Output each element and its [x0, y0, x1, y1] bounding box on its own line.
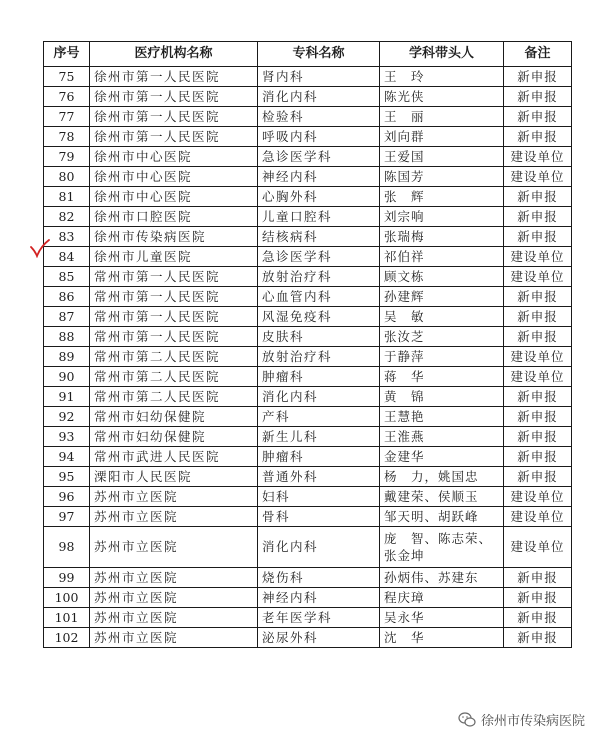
- cell-note: 新申报: [504, 467, 572, 487]
- cell-specialty: 泌尿外科: [258, 628, 380, 648]
- cell-specialty: 皮肤科: [258, 327, 380, 347]
- cell-specialty: 产科: [258, 407, 380, 427]
- cell-specialty: 肾内科: [258, 67, 380, 87]
- cell-org: 苏州市立医院: [90, 527, 258, 568]
- cell-leader: 刘宗响: [380, 207, 504, 227]
- cell-note: 新申报: [504, 427, 572, 447]
- cell-note: 建设单位: [504, 507, 572, 527]
- cell-leader: 杨 力，姚国忠: [380, 467, 504, 487]
- cell-specialty: 妇科: [258, 487, 380, 507]
- cell-org: 苏州市立医院: [90, 628, 258, 648]
- table-header-row: [44, 42, 572, 67]
- header-note: 备注: [504, 42, 572, 67]
- cell-org: 常州市妇幼保健院: [90, 407, 258, 427]
- red-checkmark-icon: [29, 238, 51, 258]
- table-row: [44, 347, 572, 367]
- cell-leader: 戴建荣、侯顺玉: [380, 487, 504, 507]
- cell-num: 76: [44, 87, 90, 107]
- cell-org: 常州市第一人民医院: [90, 287, 258, 307]
- cell-specialty: 骨科: [258, 507, 380, 527]
- table-row: [44, 467, 572, 487]
- cell-num: 95: [44, 467, 90, 487]
- cell-note: 新申报: [504, 227, 572, 247]
- cell-leader: 孙炳伟、苏建东: [380, 568, 504, 588]
- cell-specialty: 消化内科: [258, 387, 380, 407]
- cell-org: 常州市第一人民医院: [90, 307, 258, 327]
- cell-leader: 陈国芳: [380, 167, 504, 187]
- cell-leader: 顾文栋: [380, 267, 504, 287]
- cell-num: 79: [44, 147, 90, 167]
- cell-org: 徐州市传染病医院: [90, 227, 258, 247]
- cell-note: 新申报: [504, 327, 572, 347]
- cell-org: 徐州市第一人民医院: [90, 87, 258, 107]
- cell-num: 81: [44, 187, 90, 207]
- cell-note: 新申报: [504, 107, 572, 127]
- cell-num: 84: [44, 247, 90, 267]
- cell-org: 徐州市儿童医院: [90, 247, 258, 267]
- table-row: [44, 127, 572, 147]
- cell-leader: 张瑞梅: [380, 227, 504, 247]
- cell-org: 苏州市立医院: [90, 588, 258, 608]
- cell-note: 新申报: [504, 588, 572, 608]
- cell-num: 78: [44, 127, 90, 147]
- cell-num: 75: [44, 67, 90, 87]
- table-row: [44, 167, 572, 187]
- cell-num: 86: [44, 287, 90, 307]
- cell-specialty: 肿瘤科: [258, 447, 380, 467]
- cell-specialty: 消化内科: [258, 87, 380, 107]
- cell-num: 102: [44, 628, 90, 648]
- table-row: [44, 227, 572, 247]
- cell-note: 建设单位: [504, 147, 572, 167]
- cell-org: 常州市第二人民医院: [90, 347, 258, 367]
- cell-num: 77: [44, 107, 90, 127]
- cell-specialty: 急诊医学科: [258, 247, 380, 267]
- cell-leader: 王慧艳: [380, 407, 504, 427]
- cell-num: 100: [44, 588, 90, 608]
- cell-org: 徐州市中心医院: [90, 147, 258, 167]
- cell-num: 87: [44, 307, 90, 327]
- cell-num: 85: [44, 267, 90, 287]
- cell-specialty: 放射治疗科: [258, 267, 380, 287]
- cell-specialty: 儿童口腔科: [258, 207, 380, 227]
- cell-leader: 张汝芝: [380, 327, 504, 347]
- leader-text: 庞 智、陈志荣、张金坤: [384, 531, 493, 563]
- table-row: [44, 67, 572, 87]
- cell-num: 88: [44, 327, 90, 347]
- cell-leader: 陈光侠: [380, 87, 504, 107]
- cell-leader: 程庆璋: [380, 588, 504, 608]
- cell-num: 93: [44, 427, 90, 447]
- cell-num: 89: [44, 347, 90, 367]
- table-row: [44, 427, 572, 447]
- cell-specialty: 肿瘤科: [258, 367, 380, 387]
- cell-org: 常州市第一人民医院: [90, 327, 258, 347]
- watermark-text: 徐州市传染病医院: [481, 714, 586, 729]
- cell-org: 苏州市立医院: [90, 608, 258, 628]
- wechat-icon: [458, 712, 476, 728]
- cell-note: 新申报: [504, 127, 572, 147]
- table-row: [44, 608, 572, 628]
- table-row: [44, 87, 572, 107]
- cell-leader: 蒋 华: [380, 367, 504, 387]
- cell-note: 新申报: [504, 407, 572, 427]
- cell-specialty: 心胸外科: [258, 187, 380, 207]
- cell-note: 建设单位: [504, 487, 572, 507]
- cell-org: 常州市第二人民医院: [90, 387, 258, 407]
- cell-note: 新申报: [504, 568, 572, 588]
- cell-leader: 祁伯祥: [380, 247, 504, 267]
- cell-org: 徐州市中心医院: [90, 187, 258, 207]
- cell-num: 82: [44, 207, 90, 227]
- header-org: 医疗机构名称: [90, 42, 258, 67]
- cell-leader: 张 辉: [380, 187, 504, 207]
- cell-note: 建设单位: [504, 527, 572, 568]
- cell-note: 建设单位: [504, 367, 572, 387]
- cell-leader: 金建华: [380, 447, 504, 467]
- cell-num: 101: [44, 608, 90, 628]
- cell-org: 常州市第一人民医院: [90, 267, 258, 287]
- cell-num: 94: [44, 447, 90, 467]
- table-row: [44, 207, 572, 227]
- table-body: [44, 67, 572, 648]
- table-row: [44, 147, 572, 167]
- table-row: [44, 588, 572, 608]
- cell-leader: 王爱国: [380, 147, 504, 167]
- cell-specialty: 老年医学科: [258, 608, 380, 628]
- table-row: [44, 287, 572, 307]
- cell-specialty: 放射治疗科: [258, 347, 380, 367]
- cell-specialty: 急诊医学科: [258, 147, 380, 167]
- cell-leader: 王 玲: [380, 67, 504, 87]
- cell-org: 溧阳市人民医院: [90, 467, 258, 487]
- cell-org: 徐州市第一人民医院: [90, 107, 258, 127]
- cell-specialty: 消化内科: [258, 527, 380, 568]
- header-leader: 学科带头人: [380, 42, 504, 67]
- cell-num: 90: [44, 367, 90, 387]
- cell-org: 徐州市第一人民医院: [90, 67, 258, 87]
- cell-note: 新申报: [504, 447, 572, 467]
- cell-note: 新申报: [504, 87, 572, 107]
- cell-note: 新申报: [504, 207, 572, 227]
- cell-specialty: 风湿免疫科: [258, 307, 380, 327]
- cell-org: 苏州市立医院: [90, 487, 258, 507]
- table-row: [44, 187, 572, 207]
- cell-leader: 孙建辉: [380, 287, 504, 307]
- cell-note: 建设单位: [504, 167, 572, 187]
- cell-num: 83: [44, 227, 90, 247]
- cell-leader: 邹天明、胡跃峰: [380, 507, 504, 527]
- header-specialty: 专科名称: [258, 42, 380, 67]
- cell-num: 80: [44, 167, 90, 187]
- cell-org: 徐州市第一人民医院: [90, 127, 258, 147]
- cell-specialty: 呼吸内科: [258, 127, 380, 147]
- table-row: [44, 267, 572, 287]
- specialty-table: [43, 41, 572, 648]
- table-row: [44, 327, 572, 347]
- cell-org: 徐州市口腔医院: [90, 207, 258, 227]
- cell-num: 96: [44, 487, 90, 507]
- cell-specialty: 结核病科: [258, 227, 380, 247]
- table-row: [44, 568, 572, 588]
- table-row: [44, 527, 572, 568]
- cell-leader: 黄 锦: [380, 387, 504, 407]
- watermark: [458, 710, 585, 729]
- table-row: [44, 487, 572, 507]
- cell-org: 苏州市立医院: [90, 568, 258, 588]
- table-row: [44, 447, 572, 467]
- cell-specialty: 心血管内科: [258, 287, 380, 307]
- cell-leader: 王 丽: [380, 107, 504, 127]
- cell-org: 徐州市中心医院: [90, 167, 258, 187]
- cell-num: 92: [44, 407, 90, 427]
- cell-leader: 吴 敏: [380, 307, 504, 327]
- header-num: 序号: [44, 42, 90, 67]
- cell-note: 新申报: [504, 187, 572, 207]
- cell-leader: [380, 527, 504, 568]
- cell-note: 新申报: [504, 608, 572, 628]
- table-row: [44, 387, 572, 407]
- cell-note: 建设单位: [504, 247, 572, 267]
- cell-leader: 沈 华: [380, 628, 504, 648]
- cell-org: 常州市武进人民医院: [90, 447, 258, 467]
- cell-num: 97: [44, 507, 90, 527]
- cell-specialty: 普通外科: [258, 467, 380, 487]
- cell-specialty: 神经内科: [258, 588, 380, 608]
- cell-note: 建设单位: [504, 347, 572, 367]
- cell-leader: 吴永华: [380, 608, 504, 628]
- cell-leader: 刘向群: [380, 127, 504, 147]
- cell-org: 苏州市立医院: [90, 507, 258, 527]
- cell-num: 91: [44, 387, 90, 407]
- table-row: [44, 367, 572, 387]
- cell-note: 新申报: [504, 307, 572, 327]
- table-row: [44, 107, 572, 127]
- cell-specialty: 烧伤科: [258, 568, 380, 588]
- cell-specialty: 检验科: [258, 107, 380, 127]
- cell-note: 建设单位: [504, 267, 572, 287]
- cell-num: 99: [44, 568, 90, 588]
- cell-leader: 王淮燕: [380, 427, 504, 447]
- cell-org: 常州市妇幼保健院: [90, 427, 258, 447]
- cell-leader: 于静萍: [380, 347, 504, 367]
- cell-note: 新申报: [504, 628, 572, 648]
- table-row: [44, 507, 572, 527]
- cell-specialty: 神经内科: [258, 167, 380, 187]
- table-row: [44, 628, 572, 648]
- cell-specialty: 新生儿科: [258, 427, 380, 447]
- table-row: [44, 307, 572, 327]
- cell-note: 新申报: [504, 387, 572, 407]
- cell-org: 常州市第二人民医院: [90, 367, 258, 387]
- table-row: [44, 407, 572, 427]
- cell-num: 98: [44, 527, 90, 568]
- cell-note: 新申报: [504, 67, 572, 87]
- cell-note: 新申报: [504, 287, 572, 307]
- table-row: [44, 247, 572, 267]
